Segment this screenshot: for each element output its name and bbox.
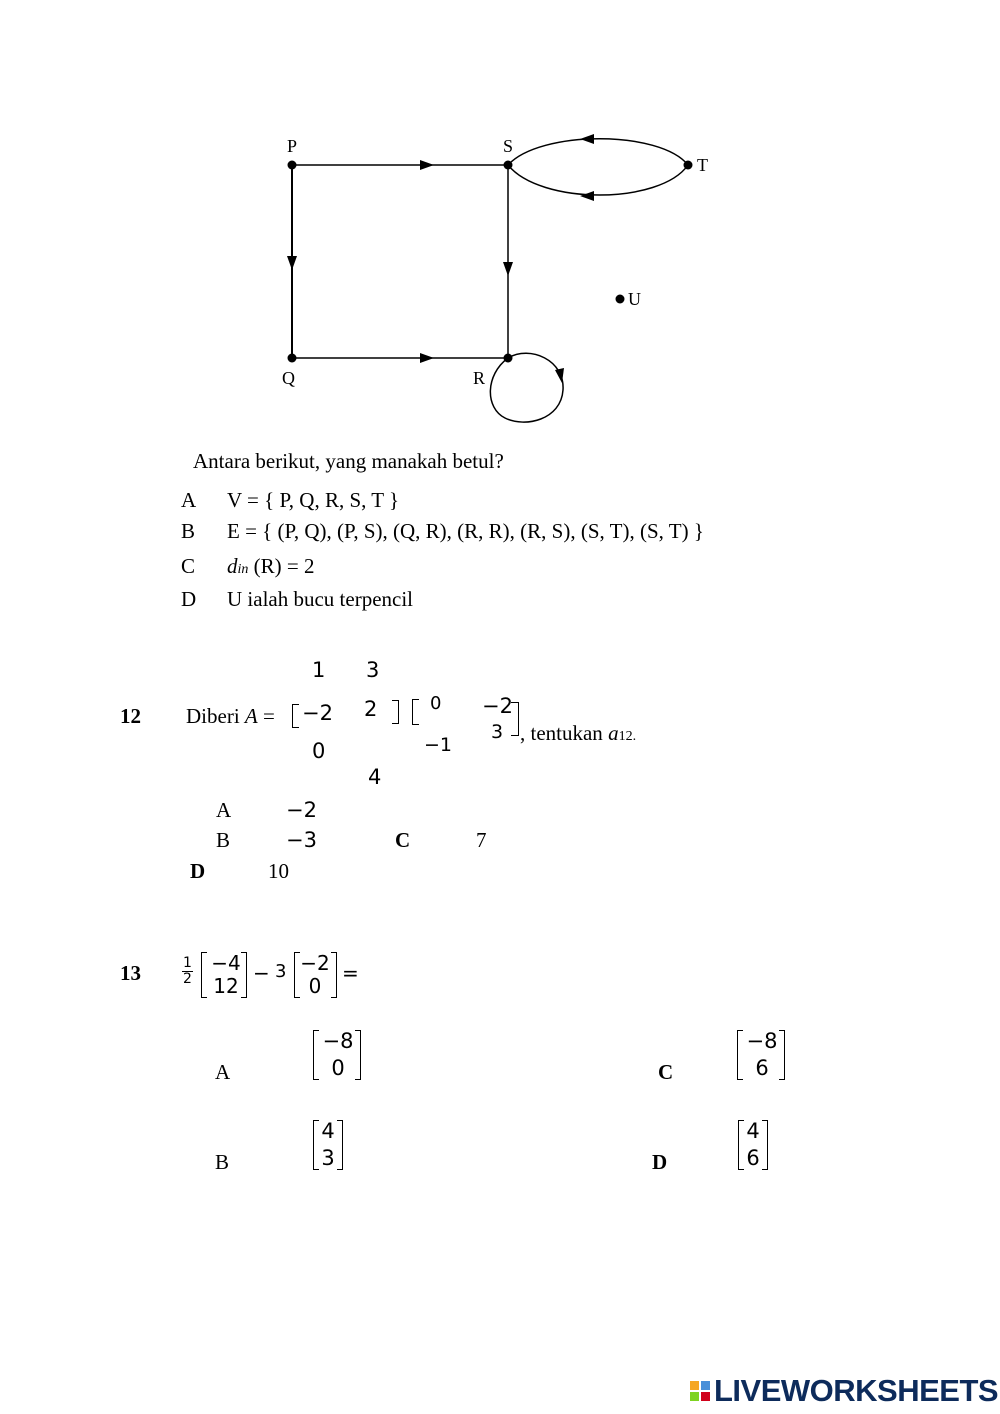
vec-top: 4: [321, 1119, 335, 1143]
matrix1-mid-right: 2: [364, 697, 378, 721]
option-letter: A: [215, 1060, 231, 1084]
vertex-t: [684, 161, 693, 170]
vec-bottom: 0: [331, 1056, 345, 1080]
vertex-p: [288, 161, 297, 170]
matrix1-mid-left: −2: [302, 701, 333, 725]
q12-number: 12: [120, 704, 141, 728]
option-letter: B: [216, 828, 231, 852]
option-text: V = { P, Q, R, S, T }: [227, 488, 400, 512]
q13-v1-bottom: 12: [213, 974, 239, 998]
matrix1-bot-right: 4: [368, 765, 382, 789]
var-a: A: [244, 704, 258, 728]
q13-v1-right-bracket: [241, 952, 247, 998]
logo-square: [701, 1381, 710, 1390]
vec-bottom: 6: [755, 1056, 769, 1080]
edge-s-r-arrow: [503, 262, 513, 276]
option-text: [227, 556, 314, 577]
vertex-label-q: Q: [282, 368, 295, 388]
vertex-label-t: T: [697, 155, 708, 175]
edge-p-q-arrow: [287, 256, 297, 270]
edge-q-r-arrow: [420, 353, 434, 363]
edge-p-s-arrow: [420, 160, 434, 170]
matrix2-right-bracket: [511, 702, 519, 736]
vertex-s: [504, 161, 513, 170]
q11-prompt: Antara berikut, yang manakah betul?: [193, 449, 504, 473]
matrix2-r1-left: 0: [430, 693, 442, 714]
q13-v1-left-bracket: [201, 952, 207, 998]
q13-fraction: [182, 954, 193, 986]
q13-option-a[interactable]: [215, 1030, 375, 1085]
q13-equals: =: [342, 961, 359, 985]
directed-graph: [0, 0, 1000, 440]
q13-option-b[interactable]: [215, 1120, 375, 1175]
logo-square: [690, 1381, 699, 1390]
edge-s-t-upper: [508, 139, 688, 165]
option-letter: D: [652, 1150, 668, 1174]
q12-given: [186, 706, 275, 727]
q13-option-d[interactable]: [652, 1120, 812, 1175]
option-letter: C: [395, 828, 411, 852]
edge-s-t-lower: [508, 165, 688, 195]
matrix2-r1-right: −2: [482, 694, 513, 718]
fraction-denominator: 2: [183, 970, 192, 987]
logo-text: LIVEWORKSHEETS: [714, 1373, 999, 1408]
edge-s-t-lower-arrow: [580, 191, 594, 201]
matrix2-r2-right: 3: [491, 721, 504, 743]
option-text-rest: (R) = 2: [248, 554, 315, 578]
option-letter: A: [181, 488, 197, 512]
vec-top: −8: [746, 1029, 778, 1053]
matrix2-left-bracket: [412, 699, 419, 725]
vec-right-bracket: [762, 1120, 768, 1170]
q13-v2-right-bracket: [331, 952, 337, 998]
option-value: −2: [286, 798, 317, 822]
edge-s-t-upper-arrow: [580, 134, 594, 144]
option-value: 10: [268, 859, 289, 883]
q13-scalar: 3: [275, 961, 287, 982]
d-variable: d: [227, 554, 238, 578]
matrix1-left-bracket: [292, 704, 299, 728]
option-value: 7: [476, 828, 487, 852]
vertex-q: [288, 354, 297, 363]
option-value: −3: [286, 828, 317, 852]
option-letter: D: [190, 859, 206, 883]
q13-v1-top: −4: [211, 951, 241, 975]
option-text: E = { (P, Q), (P, S), (Q, R), (R, R), (R, S), (S, T), (S, T) }: [227, 519, 704, 543]
vec-bottom: 3: [321, 1146, 335, 1170]
matrix1-top-right: 3: [366, 658, 380, 682]
equals-sign: =: [262, 704, 275, 728]
matrix1-right-bracket: [392, 700, 399, 724]
option-letter: C: [181, 554, 196, 578]
q12-question-tail: [520, 723, 636, 744]
vertex-label-r: R: [473, 368, 486, 388]
liveworksheets-logo[interactable]: [690, 1373, 998, 1409]
fraction-numerator: 1: [183, 955, 192, 971]
option-letter: B: [181, 519, 196, 543]
target-var: a: [608, 721, 619, 745]
q13-minus: −: [253, 961, 270, 985]
matrix1-top-left: 1: [312, 658, 326, 682]
vec-top: 4: [746, 1119, 760, 1143]
target-sub: 12.: [618, 729, 637, 744]
edge-r-r-loop: [490, 353, 563, 422]
matrix2-r2-left: −1: [424, 734, 453, 756]
vertex-label-u: U: [628, 289, 641, 309]
vertex-label-p: P: [287, 136, 298, 156]
vec-bottom: 6: [746, 1146, 760, 1170]
matrix1-bot-left: 0: [312, 739, 326, 763]
vec-top: −8: [322, 1029, 354, 1053]
q13-option-c[interactable]: [658, 1030, 818, 1085]
q13-v2-top: −2: [300, 951, 330, 975]
vec-right-bracket: [337, 1120, 343, 1170]
logo-square: [690, 1392, 699, 1401]
q13-v2-bottom: 0: [308, 974, 322, 998]
vertex-u: [616, 295, 625, 304]
option-letter: B: [215, 1150, 230, 1174]
vec-right-bracket: [779, 1030, 785, 1080]
q13-number: 13: [120, 961, 141, 985]
option-text: U ialah bucu terpencil: [227, 587, 414, 611]
vec-right-bracket: [355, 1030, 361, 1080]
vertex-r: [504, 354, 513, 363]
option-letter: C: [658, 1060, 674, 1084]
given-word: Diberi: [186, 704, 240, 728]
logo-grid-icon: [690, 1381, 710, 1401]
option-letter: D: [181, 587, 197, 611]
tail-text: , tentukan: [520, 721, 603, 745]
logo-square: [701, 1392, 710, 1401]
vertex-label-s: S: [503, 136, 514, 156]
in-subscript: in: [237, 562, 249, 577]
option-letter: A: [216, 798, 232, 822]
